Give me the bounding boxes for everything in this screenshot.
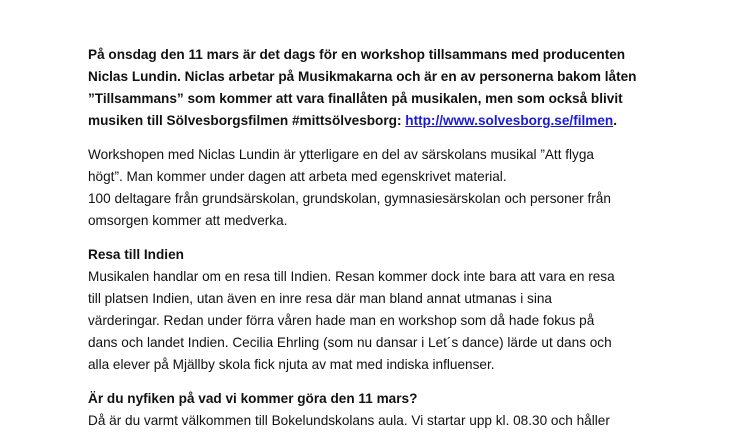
curious-heading: Är du nyfiken på vad vi kommer göra den 11 mars?	[88, 391, 418, 406]
india-line-3: värderingar. Redan under förra våren hade man en workshop som då hade fokus på	[88, 313, 595, 328]
india-line-2: till platsen Indien, utan även en inre resa där man bland annat utmanas i sina	[88, 291, 552, 306]
workshop-line-1: Workshopen med Niclas Lundin är ytterligare en del av särskolans musikal ”Att flyga	[88, 147, 594, 162]
india-heading: Resa till Indien	[88, 247, 184, 262]
curious-paragraph	[88, 410, 678, 432]
workshop-paragraph	[88, 144, 678, 232]
india-paragraph	[88, 266, 678, 376]
film-link[interactable]: http://www.solvesborg.se/filmen	[405, 113, 614, 128]
intro-line-4	[88, 110, 678, 132]
intro-line-2: Niclas Lundin. Niclas arbetar på Musikmakarna och är en av personerna bakom låten	[88, 69, 637, 84]
workshop-line-3: 100 deltagare från grundsärskolan, grundskolan, gymnasiesärskolan och personer från	[88, 191, 611, 206]
intro-paragraph	[88, 44, 678, 132]
workshop-line-4: omsorgen kommer att medverka.	[88, 213, 288, 228]
document-page	[88, 44, 678, 432]
intro-line-3: ”Tillsammans” som kommer att vara finallåten på musikalen, men som också blivit	[88, 91, 623, 106]
india-line-5: alla elever på Mjällby skola fick njuta av mat med indiska influenser.	[88, 357, 495, 372]
india-line-1: Musikalen handlar om en resa till Indien. Resan kommer dock inte bara att vara en resa	[88, 269, 615, 284]
intro-line-1: På onsdag den 11 mars är det dags för en workshop tillsammans med producenten	[88, 47, 626, 62]
curious-line-1: Då är du varmt välkommen till Bokelundskolans aula. Vi startar upp kl. 08.30 och håller	[88, 413, 610, 428]
india-line-4: dans och landet Indien. Cecilia Ehrling (som nu dansar i Let´s dance) lärde ut dans och	[88, 335, 612, 350]
intro-period: .	[613, 113, 618, 128]
workshop-line-2: högt”. Man kommer under dagen att arbeta med egenskrivet material.	[88, 169, 507, 184]
intro-line-4-text: musiken till Sölvesborgsfilmen #mittsölvesborg:	[88, 113, 406, 128]
